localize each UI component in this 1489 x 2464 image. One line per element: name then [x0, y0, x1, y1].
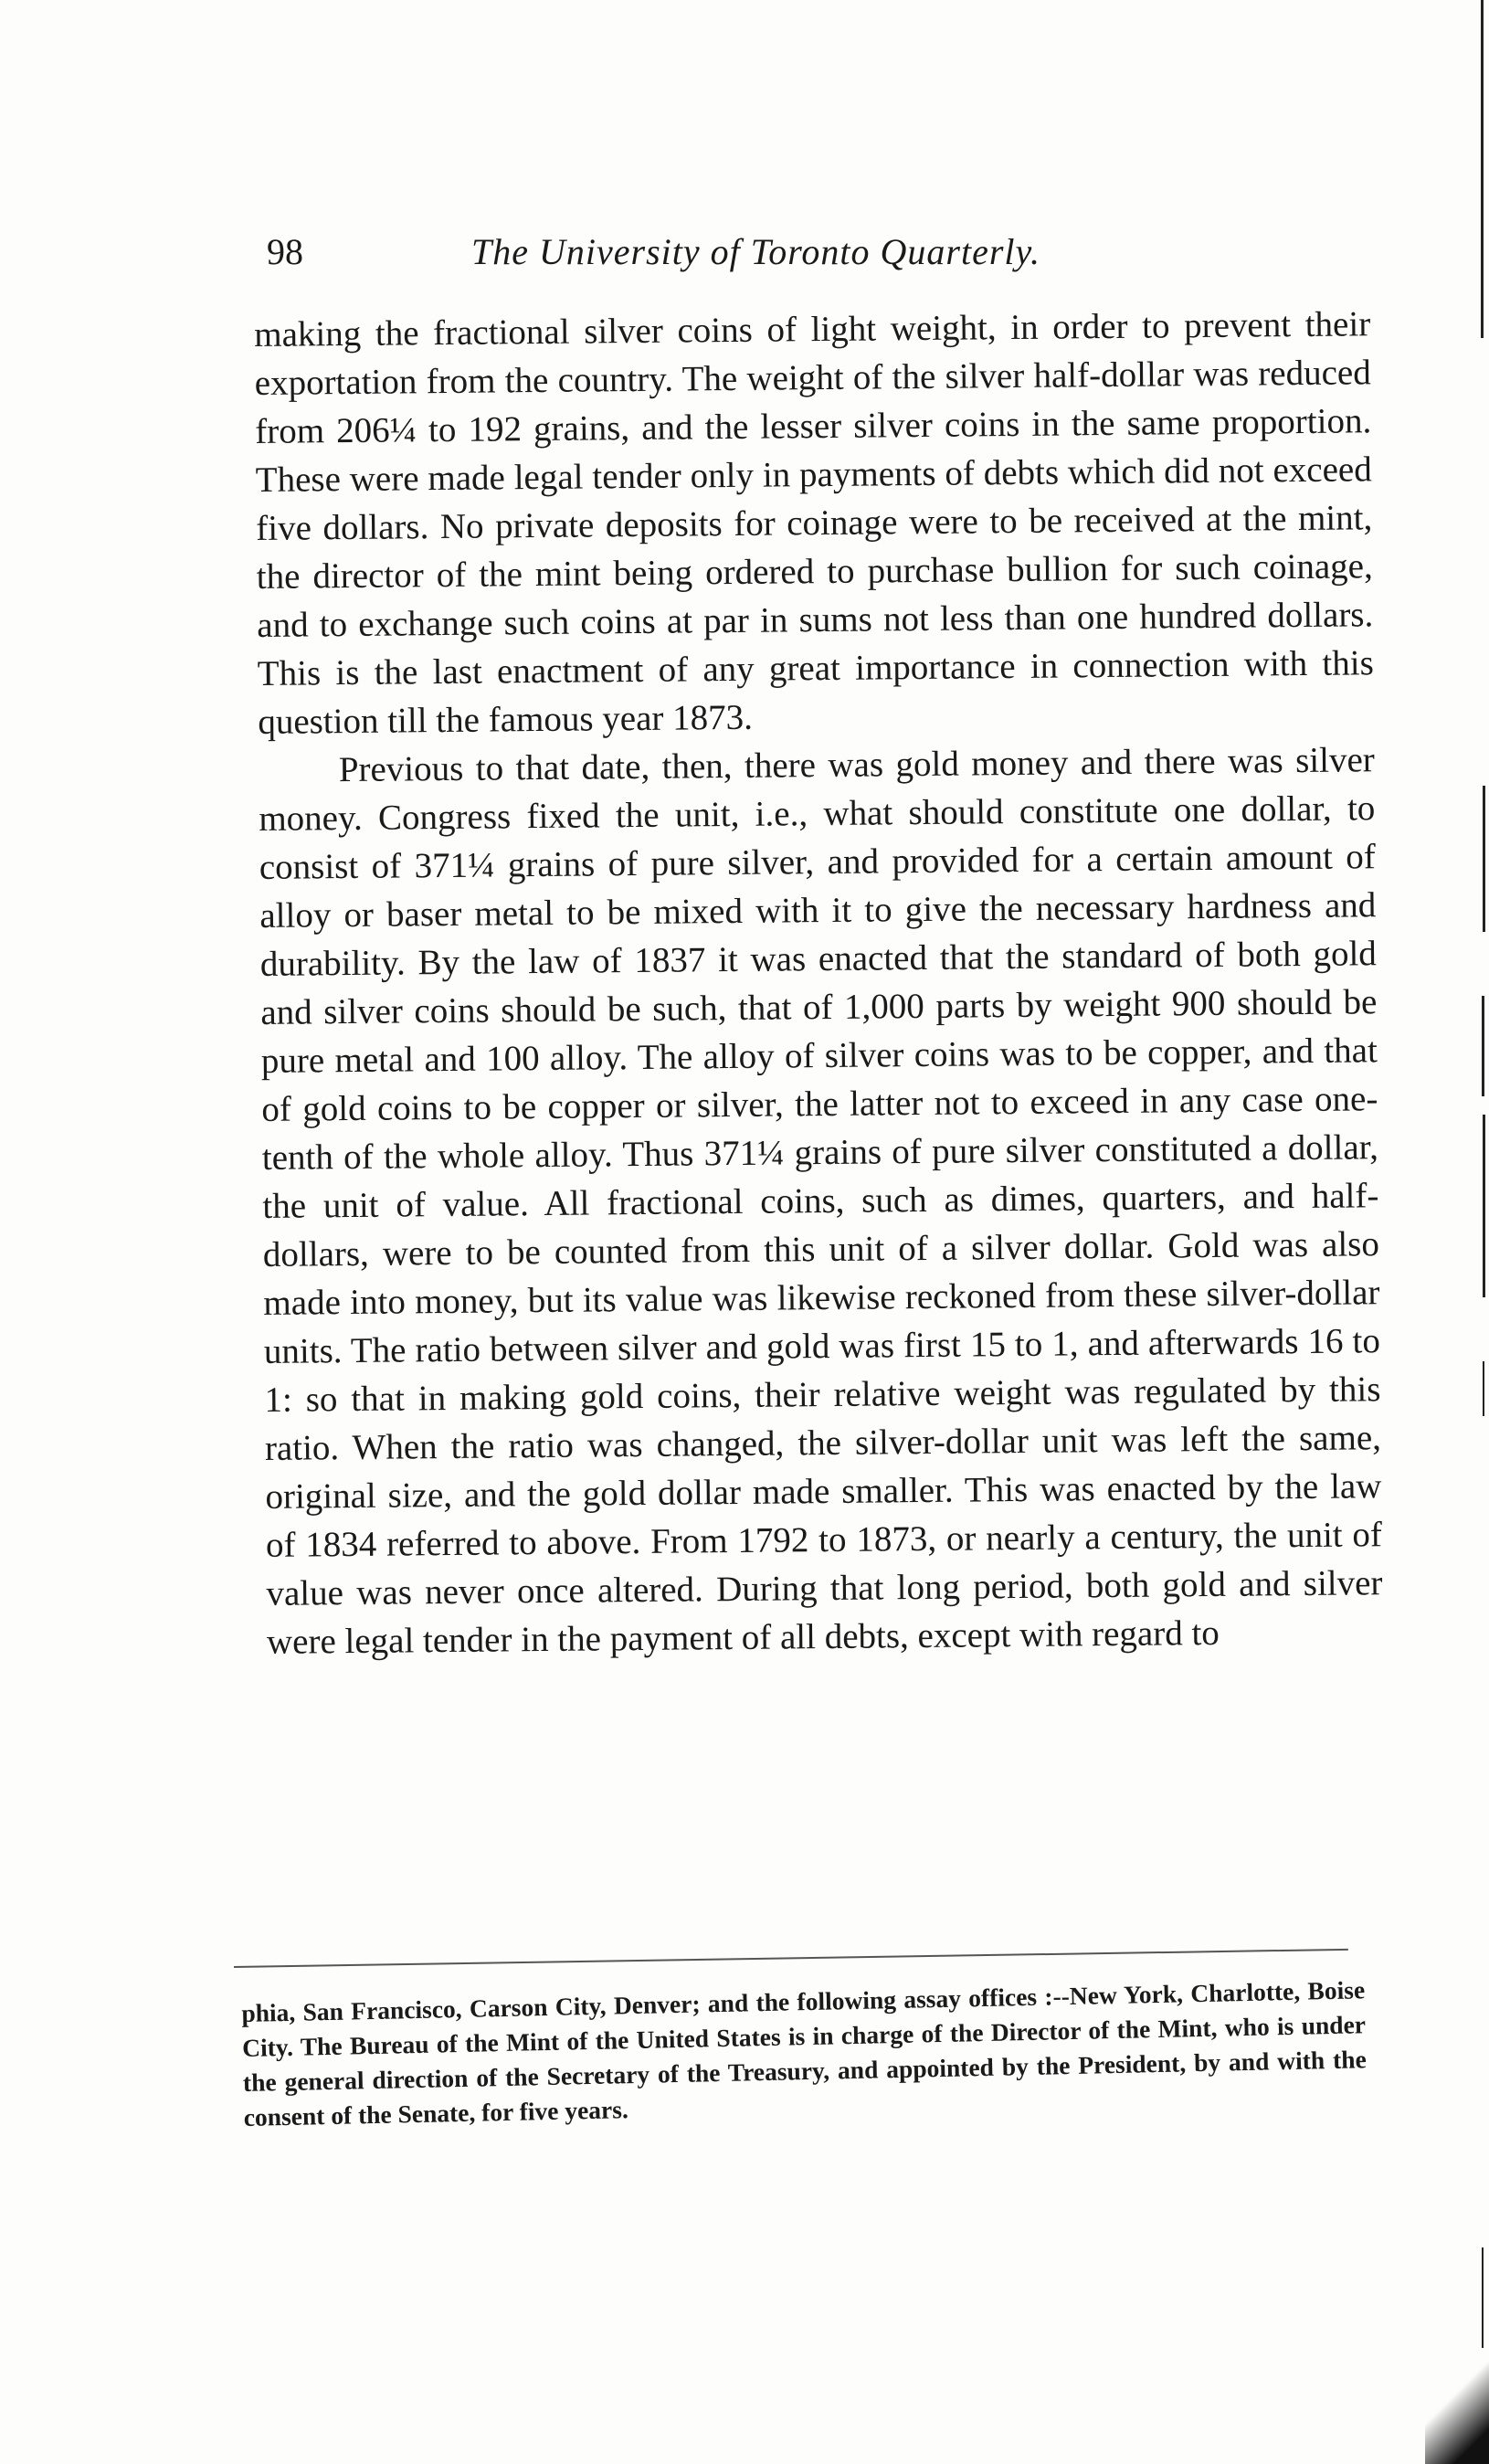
scan-edge-mark: [1483, 1115, 1485, 1297]
paragraph-continued: making the fractional silver coins of light weight, in order to prevent their exportation from the country. The weight of the silver half-dollar was reduced from 206¼ to 192 grains, and the lesser silver coins in the same proportion. These were made legal tender only in payments of debts which did not exceed five dollars. No private deposits for coinage were to be received at the mint, the director of the mint being ordered to purchase bullion for such coinage, and to exchange such coins at par in sums not less than one hundred dollars. This is the last enactment of any great importance in connection with this question till the famous year 1873.: [254, 304, 1374, 742]
running-head: [267, 225, 1208, 280]
paragraph: Previous to that date, then, there was gold money and there was silver money. Congress fixed the unit, i.e., what should constitute one dollar, to consist of 371¼ grains of pure silver, and provided for a certain amount of alloy or baser metal to be mixed with it to give the necessary hardness and durability. By the law of 1837 it was enacted that the standard of both gold and silver coins should be such, that of 1,000 parts by weight 900 should be pure metal and 100 alloy. The alloy of silver coins was to be copper, and that of gold coins to be copper or silver, the latter not to exceed in any case one-tenth of the whole alloy. Thus 371¼ grains of pure silver constituted a dollar, the unit of value. All fractional coins, such as dimes, quarters, and half-dollars, were to be counted from this unit of a silver dollar. Gold was also made into money, but its value was likewise reckoned from these silver-dollar units. The ratio between silver and gold was first 15 to 1, and afterwards 16 to 1: so that in making gold coins, their relative weight was regulated by this ratio. When the ratio was changed, the silver-dollar unit was left the same, original size, and the gold dollar made smaller. This was enacted by the law of 1834 referred to above. From 1792 to 1873, or nearly a century, the unit of value was never once altered. During that long period, both gold and silver were legal tender in the payment of all debts, except with regard to: [259, 740, 1383, 1662]
body-text: [254, 300, 1383, 1666]
scan-edge-mark: [1482, 996, 1484, 1096]
scan-edge-mark: [1483, 1361, 1484, 1416]
footnote: [241, 1972, 1368, 2135]
footnote-divider: [234, 1949, 1348, 1968]
footnote-text: phia, San Francisco, Carson City, Denver; and the following assay offices :--New York, Charlotte, Boise City. The Bureau of the Mint of the United States is in charge of the Director of the Mint, who is under the general direction of the Secretary of the Treasury, and appointed by the President, by and with the consent of the Senate, for five years.: [241, 1975, 1368, 2131]
scan-corner-shadow: [1425, 2354, 1489, 2464]
journal-title: The University of Toronto Quarterly.: [471, 231, 1041, 272]
page-number: 98: [267, 231, 303, 272]
scan-edge-mark: [1483, 786, 1485, 932]
scan-edge-mark: [1481, 0, 1484, 338]
scan-edge-mark: [1482, 2247, 1484, 2348]
